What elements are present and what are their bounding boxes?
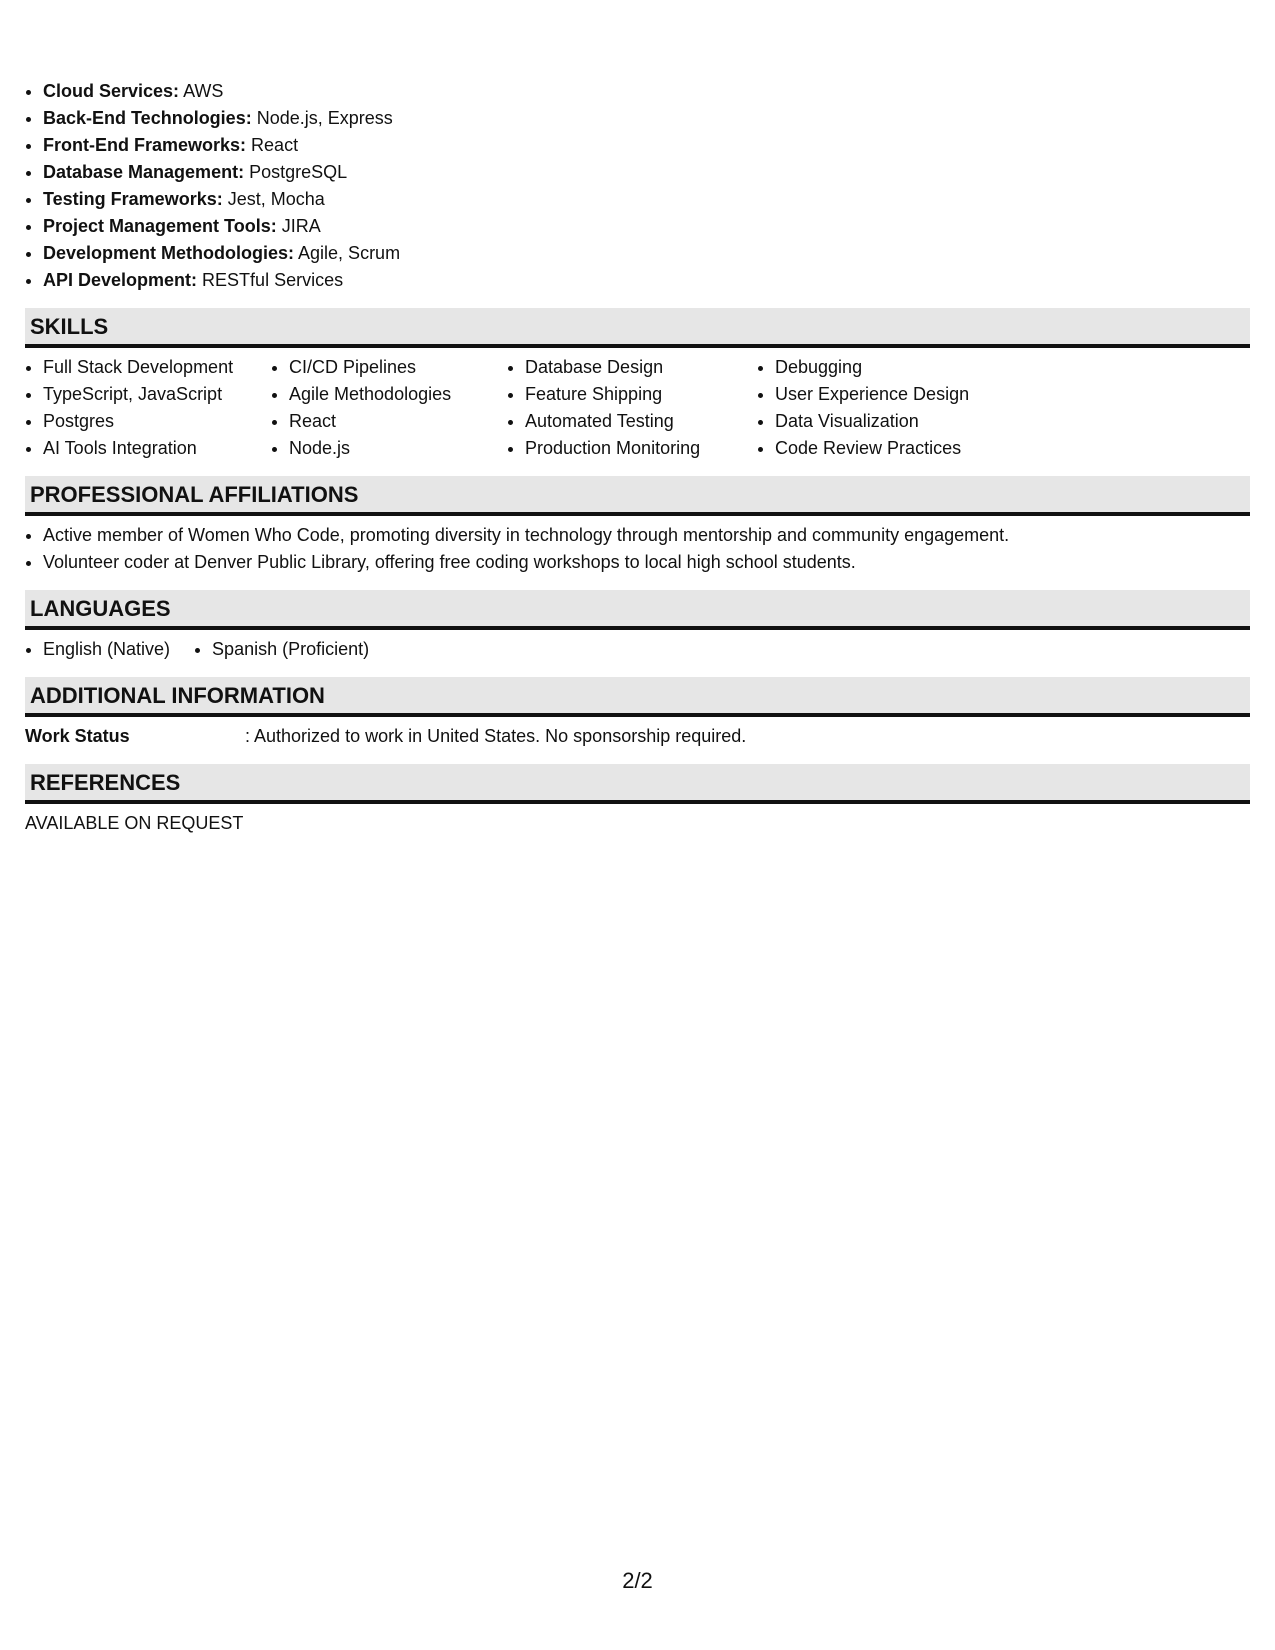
list-item: • Debugging (775, 354, 1015, 381)
skills-column-4 (757, 354, 1015, 462)
affiliations-list (25, 522, 1250, 576)
work-status-label: Work Status (25, 726, 130, 746)
list-item: • Testing Frameworks: Jest, Mocha (43, 186, 1250, 213)
list-item: • CI/CD Pipelines (289, 354, 485, 381)
list-item: • Full Stack Development (43, 354, 249, 381)
list-item: • TypeScript, JavaScript (43, 381, 249, 408)
skills-header: SKILLS (25, 308, 1250, 348)
list-item: • Feature Shipping (525, 381, 735, 408)
list-item: • Database Design (525, 354, 735, 381)
list-item: • Automated Testing (525, 408, 735, 435)
list-item: • Agile Methodologies (289, 381, 485, 408)
skills-column-1 (25, 354, 249, 462)
references-text: AVAILABLE ON REQUEST (25, 813, 244, 833)
list-item: • Postgres (43, 408, 249, 435)
list-item: • Node.js (289, 435, 485, 462)
list-item: • Front-End Frameworks: React (43, 132, 1250, 159)
list-item: • React (289, 408, 485, 435)
list-item: • Development Methodologies: Agile, Scrum (43, 240, 1250, 267)
additional-info-header: ADDITIONAL INFORMATION (25, 677, 1250, 717)
list-item: • Production Monitoring (525, 435, 735, 462)
list-item: • API Development: RESTful Services (43, 267, 1250, 294)
list-item: • Data Visualization (775, 408, 1015, 435)
resume-page (25, 78, 1250, 837)
page-number: 2/2 (622, 1568, 653, 1593)
list-item: • Spanish (Proficient) (212, 636, 369, 663)
list-item: • Volunteer coder at Denver Public Library, offering free coding workshops to local high school students. (43, 549, 1250, 576)
list-item: • English (Native) (43, 636, 170, 663)
tech-stack-list (25, 78, 1250, 294)
references-header: REFERENCES (25, 764, 1250, 804)
languages-list (25, 636, 1250, 663)
list-item: • Cloud Services: AWS (43, 78, 1250, 105)
languages-header: LANGUAGES (25, 590, 1250, 630)
work-status-value: : Authorized to work in United States. No sponsorship required. (245, 726, 747, 746)
list-item: • Code Review Practices (775, 435, 1015, 462)
list-item: • Project Management Tools: JIRA (43, 213, 1250, 240)
skills-grid (25, 354, 1250, 462)
skills-column-3 (507, 354, 735, 462)
list-item: • Back-End Technologies: Node.js, Express (43, 105, 1250, 132)
list-item: • AI Tools Integration (43, 435, 249, 462)
list-item: • User Experience Design (775, 381, 1015, 408)
list-item: • Database Management: PostgreSQL (43, 159, 1250, 186)
skills-column-2 (271, 354, 485, 462)
affiliations-header: PROFESSIONAL AFFILIATIONS (25, 476, 1250, 516)
work-status-row (25, 723, 1250, 750)
list-item: • Active member of Women Who Code, promoting diversity in technology through mentorship and community engagement. (43, 522, 1250, 549)
